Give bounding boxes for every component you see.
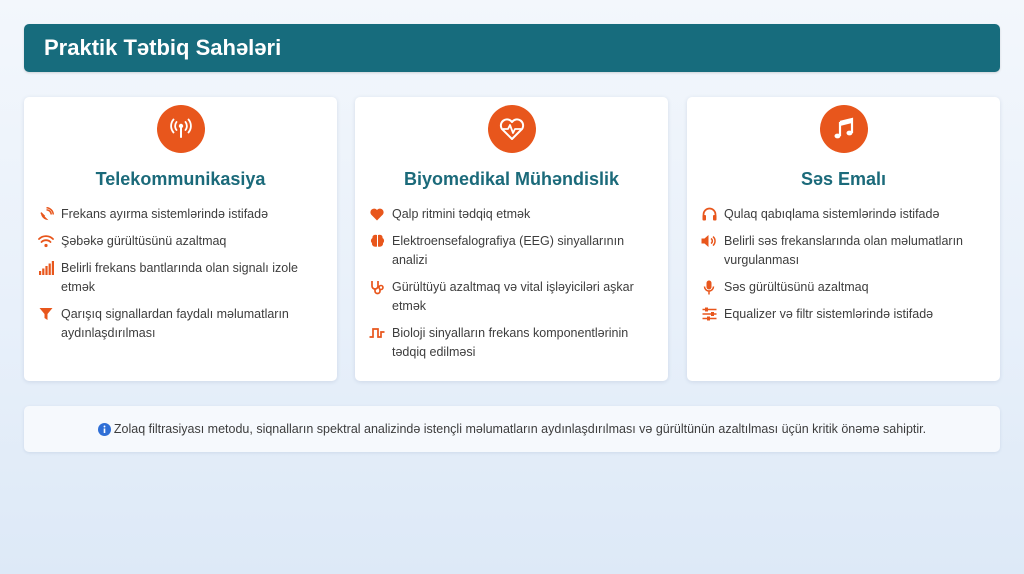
stethoscope-icon xyxy=(369,279,385,295)
card-heading: Telekommunikasiya xyxy=(95,169,266,189)
card-biyomedikal xyxy=(355,97,668,381)
list-item: Bioloji sinyalların frekans komponentlərinin tədqiq edilməsi xyxy=(369,324,656,362)
heartbeat-icon xyxy=(488,105,536,153)
card-telekommunikasiya xyxy=(24,97,337,381)
page-title: Praktik Tətbiq Sahələri xyxy=(44,35,282,60)
summary-note xyxy=(24,406,1000,452)
list-item: Belirli frekans bantlarında olan signalı izole etmək xyxy=(38,259,325,297)
list-item: Equalizer və filtr sistemlərində istifadə xyxy=(701,305,988,324)
list-item: Qulaq qabıqlama sistemlərində istifadə xyxy=(701,205,988,224)
list-item: Elektroensefalografiya (EEG) sinyallarının analizi xyxy=(369,232,656,270)
satellite-dish-icon xyxy=(38,206,54,222)
list-item: Qarışıq signallardan faydalı məlumatların aydınlaşdırılması xyxy=(38,305,325,343)
card-ses-emali xyxy=(687,97,1000,381)
title-bar xyxy=(24,24,1000,72)
volume-icon xyxy=(701,233,717,249)
list-item: Belirli səs frekanslarında olan məlumatların vurgulanması xyxy=(701,232,988,270)
brain-icon xyxy=(369,233,385,249)
headphones-icon xyxy=(701,206,717,222)
list-item: Gürültüyü azaltmaq və vital işləyiciləri aşkar etmək xyxy=(369,278,656,316)
list-item: Səs gürültüsünü azaltmaq xyxy=(701,278,988,297)
filter-icon xyxy=(38,306,54,322)
heart-icon xyxy=(369,206,385,222)
list-item: Qalp ritmini tədqiq etmək xyxy=(369,205,656,224)
antenna-icon xyxy=(157,105,205,153)
microphone-icon xyxy=(701,279,717,295)
list-item: Frekans ayırma sistemlərində istifadə xyxy=(38,205,325,224)
note-text: Zolaq filtrasiyası metodu, siqnalların spektral analizində istençli məlumatların aydınlaşdırılması və gürültünün azaltılması üçün kritik önəmə sahiptir. xyxy=(113,422,927,436)
signal-bars-icon xyxy=(38,260,54,276)
card-heading: Səs Emalı xyxy=(800,169,887,189)
list-item: Şəbəkə gürültüsünü azaltmaq xyxy=(38,232,325,251)
sliders-icon xyxy=(701,306,717,322)
info-circle-icon xyxy=(98,423,111,436)
card-heading: Biyomedikal Mühəndislik xyxy=(403,169,620,189)
wifi-icon xyxy=(38,233,54,249)
wave-square-icon xyxy=(369,325,385,341)
music-note-icon xyxy=(820,105,868,153)
